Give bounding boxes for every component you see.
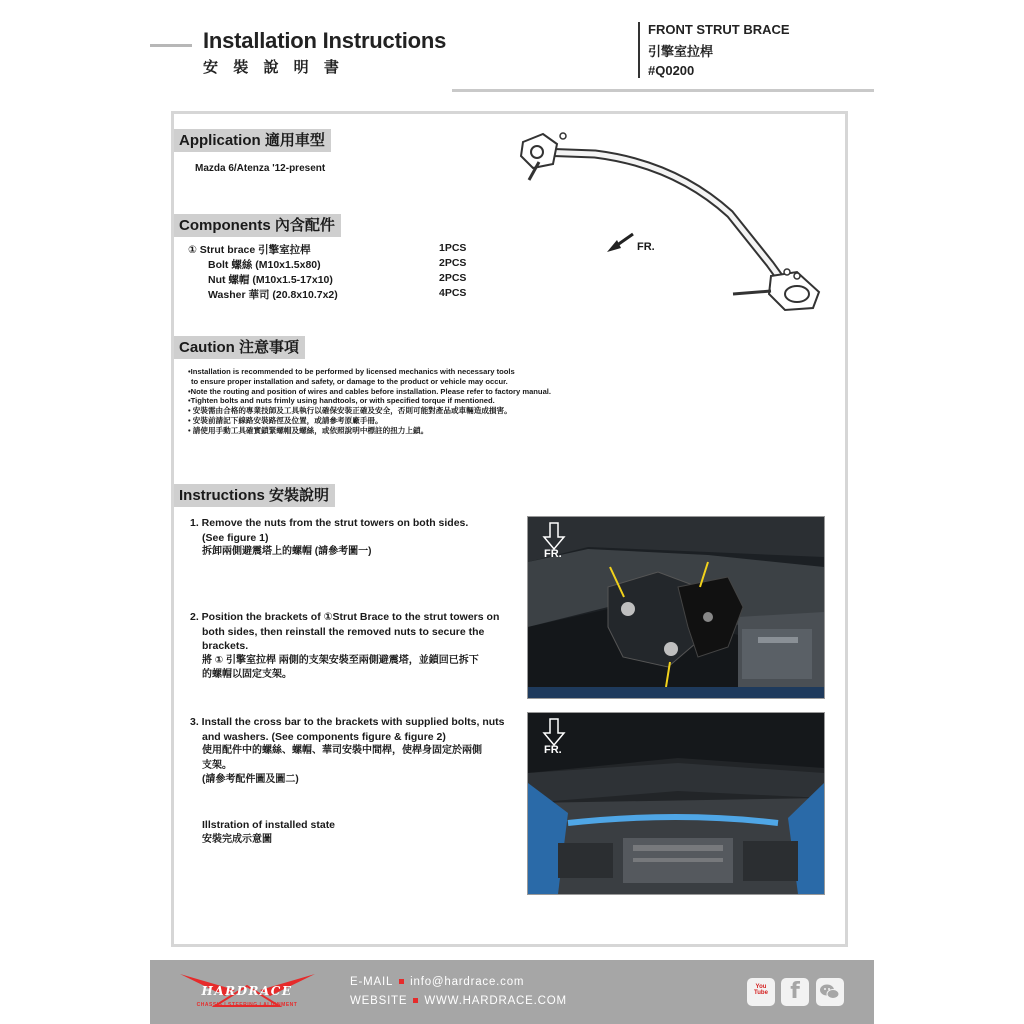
wechat-icon[interactable] (816, 978, 844, 1006)
facebook-icon[interactable] (781, 978, 809, 1006)
part-number: #Q0200 (648, 63, 695, 78)
component-name: Washer 華司 (20.8x10.7x2) (208, 289, 338, 301)
brand-name: HARDRACE (201, 984, 293, 998)
caution-text (188, 367, 551, 436)
wechat-glyph (816, 978, 844, 1006)
product-name: FRONT STRUT BRACE (648, 22, 790, 37)
step-2-text: brackets. (202, 640, 249, 652)
step-1 (190, 516, 516, 560)
step-3-text: 3. Install the cross bar to the brackets with supplied bolts, nuts (190, 716, 505, 728)
figure-2-direction: FR. (544, 744, 562, 756)
step-3-zh: (請參考配件圖及圖二) (202, 774, 299, 785)
step-1-text: 1. Remove the nuts from the strut towers on both sides. (190, 517, 469, 529)
header-divider (638, 22, 640, 78)
application-heading: Application 適用車型 (174, 129, 331, 152)
component-name: ① Strut brace 引擎室拉桿 (188, 244, 311, 256)
caution-line: to ensure proper installation and safety, or damage to the product or vehicle may occur. (191, 376, 508, 386)
component-name: Nut 螺帽 (M10x1.5-17x10) (208, 274, 333, 286)
figure-1-photo (527, 516, 825, 699)
illustration-caption-en: Illstration of installed state (202, 819, 336, 831)
step-3-text: and washers. (See components figure & figure 2) (202, 730, 446, 743)
footer (150, 960, 874, 1024)
step-3-zh: 使用配件中的螺絲、螺帽、華司安裝中間桿，使桿身固定於兩側 (202, 745, 482, 756)
step-3-zh: 支架。 (202, 759, 232, 771)
step-2 (190, 610, 516, 683)
facebook-glyph: f (790, 979, 800, 1004)
bullet-dot (413, 998, 418, 1003)
component-name: Bolt 螺絲 (M10x1.5x80) (208, 259, 321, 271)
components-heading: Components 內含配件 (174, 214, 341, 237)
header-right-rule (452, 89, 874, 92)
figure-2-photo (527, 712, 825, 895)
step-2-text: 2. Position the brackets of ①Strut Brace to the strut towers on (190, 611, 500, 623)
email-label: E-MAIL (350, 976, 394, 988)
caution-line: • 安裝前請記下線路安裝路徑及位置，或請參考原廠手冊。 (188, 415, 383, 425)
caution-line: •Note the routing and position of wires and cables before installation. Please refer to factory manual. (188, 386, 552, 396)
step-1-zh: 拆卸兩側避震塔上的螺帽 (請參考圖一) (202, 546, 372, 557)
illustration-caption-zh: 安裝完成示意圖 (202, 833, 272, 845)
brand-tagline: CHASSIS | STEERING | ALIGNMENT (196, 1002, 298, 1008)
page-title: Installation Instructions (203, 28, 447, 53)
component-qty: 4PCS (439, 287, 467, 299)
website-label: WEBSITE (350, 995, 408, 1007)
website-line (350, 995, 567, 1007)
caution-line: • 安裝需由合格的專業技師及工具執行以確保安裝正確及安全，否則可能對產品或車輛造成損害。 (188, 406, 512, 416)
page-subtitle: 安 裝 說 明 書 (203, 58, 344, 76)
step-2-zh: 將 ① 引擎室拉桿 兩側的支架安裝至兩側避震塔，並鎖回已拆下 (202, 654, 479, 666)
email-line (350, 976, 524, 988)
application-vehicle: Mazda 6/Atenza '12-present (195, 163, 326, 174)
website-url[interactable]: WWW.HARDRACE.COM (424, 995, 567, 1007)
instructions-heading: Instructions 安裝說明 (174, 484, 335, 507)
direction-label: FR. (637, 241, 655, 253)
component-qty: 2PCS (439, 272, 467, 284)
product-name-zh: 引擎室拉桿 (648, 44, 714, 59)
component-qty: 2PCS (439, 257, 467, 269)
strut-brace-diagram (515, 124, 835, 314)
step-3 (190, 715, 516, 788)
youtube-icon[interactable] (747, 978, 775, 1006)
component-qty: 1PCS (439, 242, 467, 254)
caution-line: • 請使用手動工具確實鎖緊螺帽及螺絲，或依照說明中標註的扭力上鎖。 (188, 425, 429, 435)
email-address[interactable]: info@hardrace.com (410, 976, 525, 988)
caution-line: •Tighten bolts and nuts frimly using handtools, or with specified torque if mentioned. (188, 396, 495, 406)
step-2-text: both sides, then reinstall the removed nuts to secure the (202, 625, 485, 638)
step-2-zh: 的螺帽以固定支架。 (202, 669, 292, 680)
step-1-text: (See figure 1) (202, 531, 269, 544)
caution-heading: Caution 注意事項 (174, 336, 305, 359)
figure-1-direction: FR. (544, 548, 562, 560)
caution-line: •Installation is recommended to be performed by licensed mechanics with necessary tools (188, 367, 515, 376)
youtube-text: You Tube (754, 984, 768, 996)
illustration-caption (190, 818, 516, 847)
bullet-dot (399, 979, 404, 984)
header-left-rule (150, 44, 192, 47)
